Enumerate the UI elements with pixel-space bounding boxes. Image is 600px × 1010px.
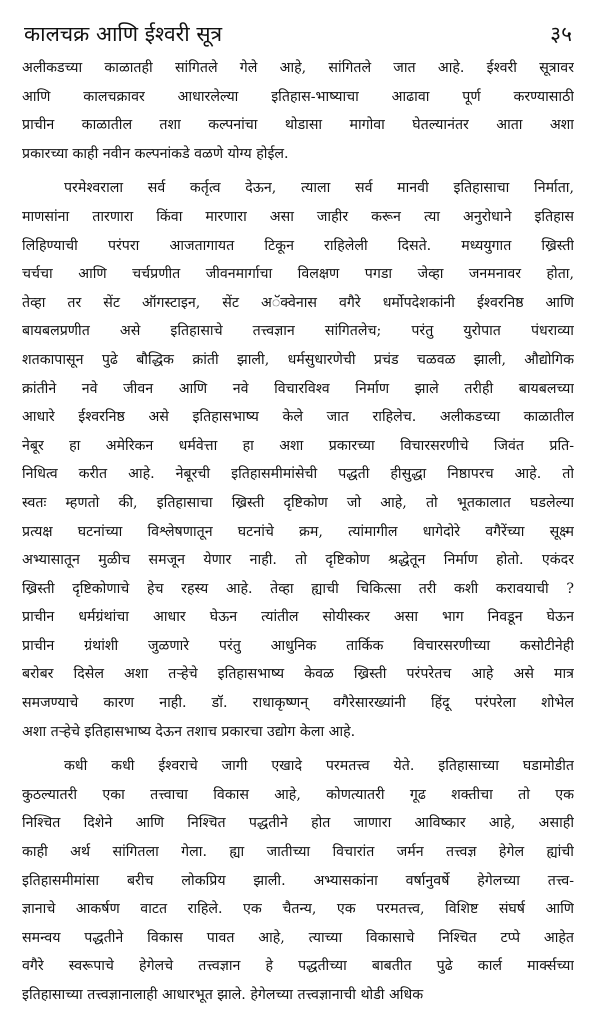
text-line: इतिहासमीमांसा बरीच लोकप्रिय झाली. अभ्यासकांना वर्षानुवर्षे हेगेलच्या तत्त्व- — [22, 872, 574, 889]
text-line: प्राचीन काळातील तशा कल्पनांचा थोडासा मागोवा घेतल्यानंतर आता अशा — [22, 117, 574, 134]
text-line: कधी कधी ईश्वराचे जागी एखादे परमतत्त्व येते. इतिहासाच्या घडामोडीत — [64, 758, 574, 775]
text-line: बायबलप्रणीत असे इतिहासाचे तत्त्वज्ञान सांगितलेच; परंतु युरोपात पंधराव्या — [22, 323, 574, 340]
text-line: अभ्यासातून मुळीच समजून येणार नाही. तो दृष्टिकोण श्रद्धेतून निर्माण होतो. एकंदर — [22, 552, 574, 569]
text-line: ज्ञानाचे आकर्षण वाटत राहिले. एक चैतन्य, एक परमतत्त्व, विशिष्ट संघर्ष आणि — [22, 901, 574, 918]
paragraph — [22, 752, 574, 1009]
text-line: निश्चित दिशेने आणि निश्चित पद्धतीने होत जाणारा आविष्कार आहे, असाही — [22, 815, 574, 832]
text-line: परमेश्वराला सर्व कर्तृत्व देऊन, त्याला सर्व मानवी इतिहासाचा निर्माता, — [64, 180, 574, 197]
text-line: इतिहासाच्या तत्त्वज्ञानालाही आधारभूत झाले. हेगेलच्या तत्त्वज्ञानाची थोडी अधिक — [22, 987, 424, 1003]
text-line: वगैरे स्वरूपाचे हेगेलचे तत्त्वज्ञान हे पद्धतीच्या बाबतीत पुढे कार्ल मार्क्सच्या — [22, 958, 574, 975]
text-line: कुठल्यातरी एका तत्त्वाचा विकास आहे, कोणत्यातरी गूढ शक्तीचा तो एक — [22, 786, 574, 803]
text-line: प्रत्यक्ष घटनांच्या विश्लेषणातून घटनांचे क्रम, त्यांमागील धागेदोरे वगैरेंच्या सूक्ष्म — [22, 523, 574, 540]
body-text — [22, 54, 574, 1010]
text-line: माणसांना तारणारा किंवा मारणारा असा जाहीर करून त्या अनुरोधाने इतिहास — [22, 208, 574, 225]
text-line: प्राचीन धर्मग्रंथांचा आधार घेऊन त्यांतील सोयीस्कर असा भाग निवडून घेऊन — [22, 609, 574, 626]
text-line: प्राचीन ग्रंथांशी जुळणारे परंतु आधुनिक तार्किक विचारसरणीच्या कसोटीनेही — [22, 637, 574, 654]
text-line: काही अर्थ सांगितला गेला. ह्या जातीच्या विचारांत जर्मन तत्त्वज्ञ हेगेल ह्यांची — [22, 844, 574, 861]
text-line: स्वतः म्हणतो की, इतिहासाचा ख्रिस्ती दृष्टिकोण जो आहे, तो भूतकालात घडलेल्या — [22, 494, 574, 511]
text-line: समजण्याचे कारण नाही. डॉ. राधाकृष्णन् वगैरेसारख्यांनी हिंदू परंपरेला शोभेल — [22, 695, 574, 712]
text-line: अशा तऱ्हेचे इतिहासभाष्य देऊन तशाच प्रकारचा उद्योग केला आहे. — [22, 723, 356, 740]
text-line: चर्चचा आणि चर्चप्रणीत जीवनमार्गाचा विलक्षण पगडा जेव्हा जनमनावर होता, — [22, 266, 574, 283]
text-line: समन्वय पद्धतीने विकास पावत आहे, त्याच्या विकासाचे निश्चित टप्पे आहेत — [22, 929, 574, 946]
text-line: प्रकारच्या काही नवीन कल्पनांकडे वळणे योग्य होईल. — [22, 145, 289, 162]
paragraph — [22, 174, 574, 746]
text-line: आणि कालचक्रावर आधारलेल्या इतिहास-भाष्याचा आढावा पूर्ण करण्यासाठी — [22, 88, 574, 105]
text-line: शतकापासून पुढे बौद्धिक क्रांती झाली, धर्मसुधारणेची प्रचंड चळवळ झाली, औद्योगिक — [22, 351, 574, 368]
paragraph — [22, 54, 574, 168]
chapter-title: कालचक्र आणि ईश्वरी सूत्र — [24, 22, 223, 46]
running-header — [22, 14, 574, 54]
text-line: लिहिण्याची परंपरा आजतागायत टिकून राहिलेली दिसते. मध्ययुगात ख्रिस्ती — [22, 237, 574, 254]
text-line: निधित्व करीत आहे. नेबूरची इतिहासमीमांसेची पद्धती हीसुद्धा निष्ठापरच आहे. तो — [22, 466, 574, 483]
text-line: आधारे ईश्वरनिष्ठ असे इतिहासभाष्य केले जात राहिलेच. अलीकडच्या काळातील — [22, 409, 574, 426]
text-line: नेबूर हा अमेरिकन धर्मवेत्ता हा अशा प्रकारच्या विचारसरणीचे जिवंत प्रति- — [22, 437, 574, 454]
text-line: अलीकडच्या काळातही सांगितले गेले आहे, सांगितले जात आहे. ईश्वरी सूत्रावर — [22, 60, 574, 76]
text-line: ख्रिस्ती दृष्टिकोणाचे हेच रहस्य आहे. तेव्हा ह्याची चिकित्सा तरी कशी करावयाची ? — [22, 580, 574, 597]
text-line: बरोबर दिसेल अशा तऱ्हेचे इतिहासभाष्य केवळ ख्रिस्ती परंपरेतच आहे असे मात्र — [22, 666, 574, 683]
text-line: तेव्हा तर सेंट ऑगस्टाइन, सेंट अॅक्वेनास वगैरे धर्मोपदेशकांनी ईश्वरनिष्ठ आणि — [22, 294, 574, 311]
text-line: क्रांतीने नवे जीवन आणि नवे विचारविश्व निर्माण झाले तरीही बायबलच्या — [22, 380, 574, 397]
page-number: ३५ — [550, 22, 572, 46]
